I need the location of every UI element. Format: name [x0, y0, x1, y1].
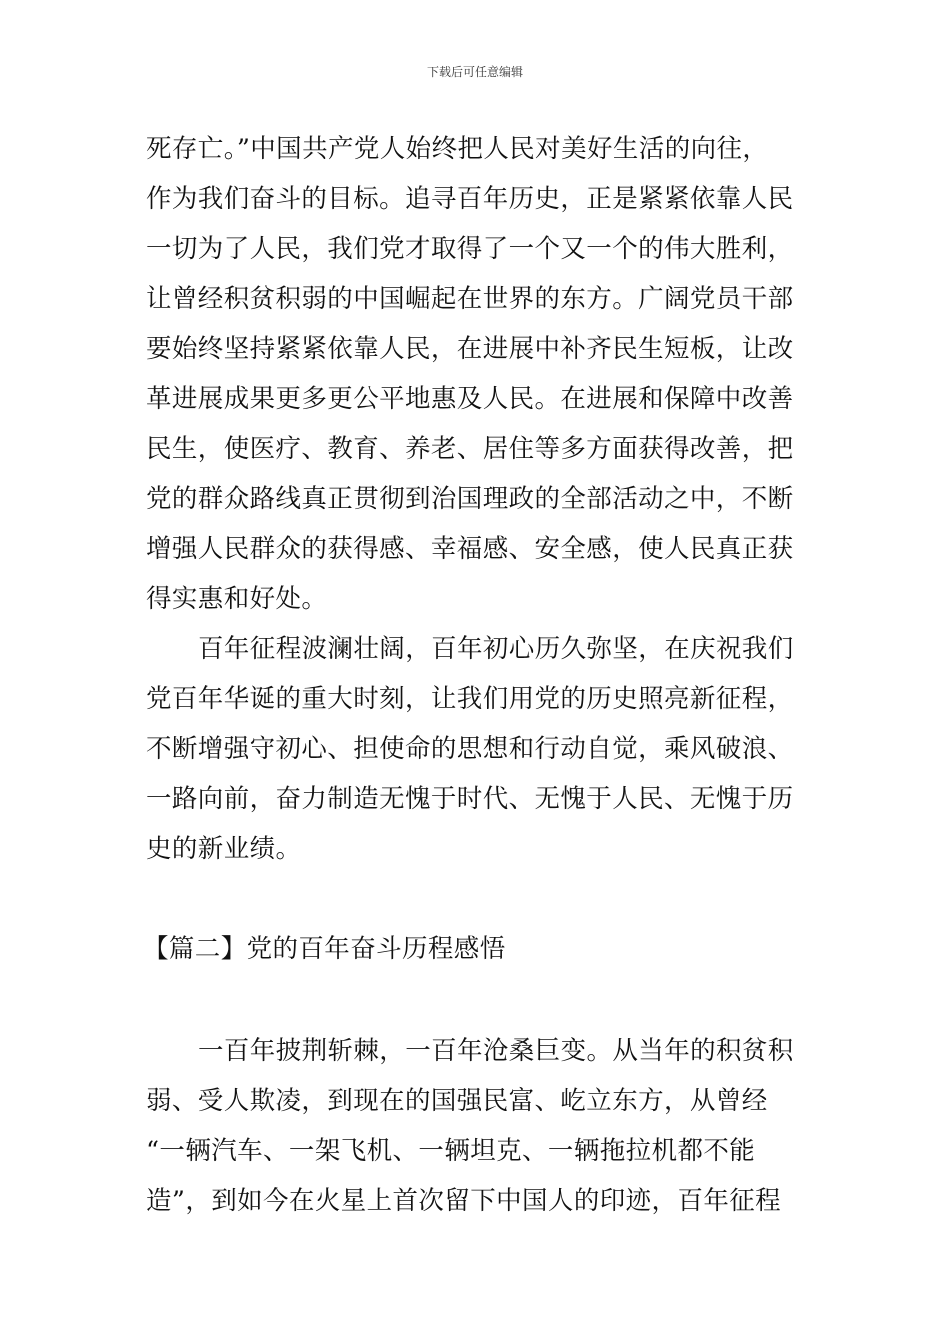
- text-line: 史的新业绩。: [146, 834, 302, 864]
- paragraph-closing: [146, 624, 808, 874]
- text-line: 民生，使医疗、教育、养老、居住等多方面获得改善，把: [146, 434, 794, 464]
- blank-line: [146, 874, 808, 924]
- text-line: 让曾经积贫积弱的中国崛起在世界的东方。广阔党员干部: [146, 284, 794, 314]
- paragraph-continuation: [146, 124, 808, 624]
- text-line: 一切为了人民，我们党才取得了一个又一个的伟大胜利，: [146, 234, 794, 264]
- text-line: 造”，到如今在火星上首次留下中国人的印迹，百年征程: [146, 1186, 782, 1216]
- text-line: 革进展成果更多更公平地惠及人民。在进展和保障中改善: [146, 384, 794, 414]
- text-line: “一辆汽车、一架飞机、一辆坦克、一辆拖拉机都不能: [146, 1136, 756, 1166]
- text-line: 不断增强守初心、担使命的思想和行动自觉，乘风破浪、: [146, 734, 794, 764]
- text-line: 作为我们奋斗的目标。追寻百年历史，正是紧紧依靠人民: [146, 184, 794, 214]
- text-line: 党的群众路线真正贯彻到治国理政的全部活动之中，不断: [146, 484, 794, 514]
- text-line: 一路向前，奋力制造无愧于时代、无愧于人民、无愧于历: [146, 784, 794, 814]
- paragraph-section-intro: [146, 1026, 808, 1226]
- blank-line: [146, 974, 808, 1026]
- section-heading: 【篇二】党的百年奋斗历程感悟: [143, 934, 506, 964]
- page-header-note: 下载后可任意编辑: [426, 65, 523, 79]
- text-line: 死存亡。”中国共产党人始终把人民对美好生活的向往，: [146, 134, 769, 164]
- text-line: 得实惠和好处。: [146, 584, 328, 614]
- text-line: 增强人民群众的获得感、幸福感、安全感，使人民真正获: [146, 534, 794, 564]
- document-body: [143, 124, 808, 1226]
- text-line: 弱、受人欺凌，到现在的国强民富、屹立东方，从曾经: [146, 1086, 768, 1116]
- text-line: 百年征程波澜壮阔，百年初心历久弥坚，在庆祝我们: [198, 634, 794, 664]
- text-line: 一百年披荆斩棘，一百年沧桑巨变。从当年的积贫积: [198, 1036, 794, 1066]
- text-line: 要始终坚持紧紧依靠人民，在进展中补齐民生短板，让改: [146, 334, 794, 364]
- text-line: 党百年华诞的重大时刻，让我们用党的历史照亮新征程，: [146, 684, 794, 714]
